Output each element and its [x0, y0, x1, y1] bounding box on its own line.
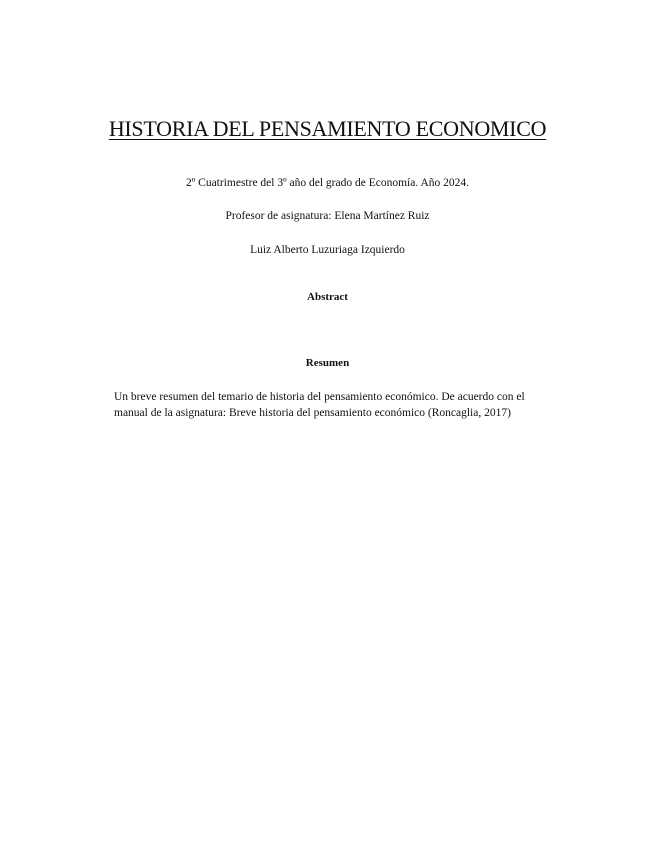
abstract-heading: Abstract [307, 291, 348, 303]
resumen-line-2: manual de la asignatura: Breve historia del pensamiento económico (Roncaglia, 2017) [114, 407, 511, 419]
document-title: HISTORIA DEL PENSAMIENTO ECONOMICO [108, 116, 547, 141]
professor-line: Profesor de asignatura: Elena Martínez Ruiz [225, 210, 430, 222]
resumen-line-1: Un breve resumen del temario de historia del pensamiento económico. De acuerdo con el [114, 391, 525, 403]
author-name: Luiz Alberto Luzuriaga Izquierdo [250, 244, 405, 256]
resumen-paragraph [114, 389, 554, 421]
course-subtitle: 2º Cuatrimestre del 3º año del grado de Economía. Año 2024. [185, 177, 470, 189]
resumen-heading: Resumen [305, 357, 350, 369]
